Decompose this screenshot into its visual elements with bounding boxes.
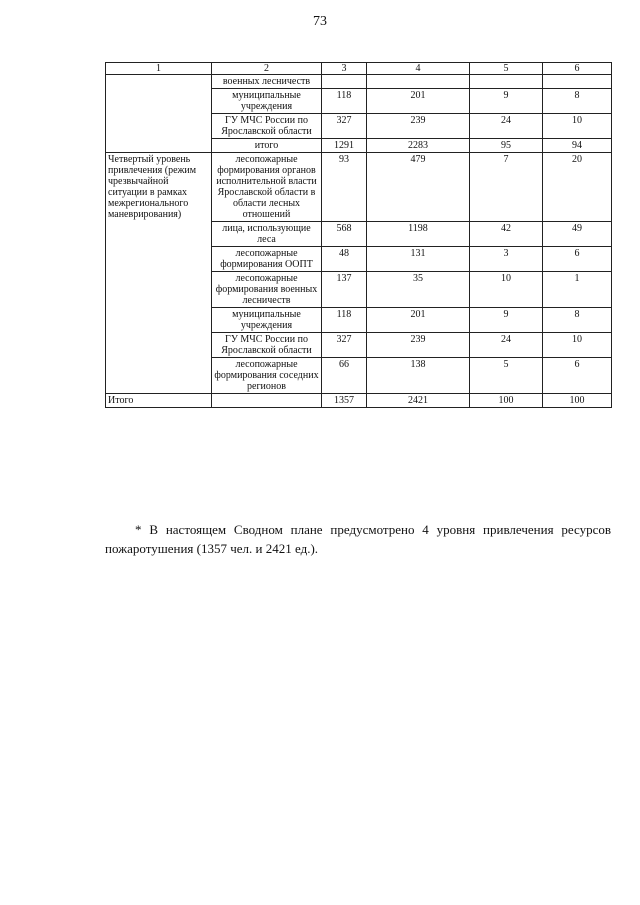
value-cell: 201 — [367, 89, 470, 114]
value-cell: 239 — [367, 114, 470, 139]
value-cell: 2283 — [367, 139, 470, 153]
participant-cell: лесопожарные формирования ООПТ — [212, 247, 322, 272]
column-header: 4 — [367, 63, 470, 75]
value-cell: 100 — [470, 394, 543, 408]
participant-cell: лесопожарные формирования органов исполнительной власти Ярославской области в области лесных отношений — [212, 153, 322, 222]
column-header: 5 — [470, 63, 543, 75]
value-cell: 201 — [367, 308, 470, 333]
level-cell: Четвертый уровень привлечения (режим чрезвычайной ситуации в рамках межрегионального маневрирования) — [106, 153, 212, 394]
value-cell: 20 — [543, 153, 612, 222]
value-cell: 5 — [470, 358, 543, 394]
value-cell: 9 — [470, 308, 543, 333]
value-cell: 24 — [470, 114, 543, 139]
value-cell: 6 — [543, 247, 612, 272]
table-row — [106, 75, 612, 89]
value-cell: 2421 — [367, 394, 470, 408]
value-cell: 118 — [322, 308, 367, 333]
participant-cell: лица, использующие леса — [212, 222, 322, 247]
value-cell: 137 — [322, 272, 367, 308]
participant-cell: муниципальные учреждения — [212, 308, 322, 333]
value-cell — [543, 75, 612, 89]
value-cell: 7 — [470, 153, 543, 222]
value-cell: 10 — [470, 272, 543, 308]
value-cell: 3 — [470, 247, 543, 272]
total-label: Итого — [106, 394, 212, 408]
footnote: * В настоящем Сводном плане предусмотрено 4 уровня привлечения ресурсов пожаротушения (1357 чел. и 2421 ед.). — [105, 522, 611, 556]
value-cell: 35 — [367, 272, 470, 308]
column-header: 3 — [322, 63, 367, 75]
value-cell — [322, 75, 367, 89]
value-cell: 95 — [470, 139, 543, 153]
value-cell: 100 — [543, 394, 612, 408]
value-cell: 6 — [543, 358, 612, 394]
participant-cell — [212, 394, 322, 408]
participant-cell: муниципальные учреждения — [212, 89, 322, 114]
participant-cell: лесопожарные формирования военных лесничеств — [212, 272, 322, 308]
value-cell: 118 — [322, 89, 367, 114]
table-header-row — [106, 63, 612, 75]
value-cell: 1357 — [322, 394, 367, 408]
value-cell: 1 — [543, 272, 612, 308]
value-cell: 93 — [322, 153, 367, 222]
value-cell: 138 — [367, 358, 470, 394]
participant-cell: военных лесничеств — [212, 75, 322, 89]
resources-table — [105, 62, 612, 408]
column-header: 6 — [543, 63, 612, 75]
table-row — [106, 153, 612, 222]
value-cell: 94 — [543, 139, 612, 153]
value-cell: 131 — [367, 247, 470, 272]
value-cell: 1198 — [367, 222, 470, 247]
value-cell: 10 — [543, 114, 612, 139]
value-cell: 8 — [543, 308, 612, 333]
column-header: 2 — [212, 63, 322, 75]
value-cell: 10 — [543, 333, 612, 358]
value-cell: 24 — [470, 333, 543, 358]
participant-cell: ГУ МЧС России по Ярославской области — [212, 114, 322, 139]
value-cell — [470, 75, 543, 89]
total-row — [106, 394, 612, 408]
value-cell: 9 — [470, 89, 543, 114]
value-cell: 49 — [543, 222, 612, 247]
column-header: 1 — [106, 63, 212, 75]
participant-cell: лесопожарные формирования соседних регионов — [212, 358, 322, 394]
value-cell: 42 — [470, 222, 543, 247]
participant-cell: итого — [212, 139, 322, 153]
value-cell: 48 — [322, 247, 367, 272]
value-cell: 66 — [322, 358, 367, 394]
participant-cell: ГУ МЧС России по Ярославской области — [212, 333, 322, 358]
value-cell: 239 — [367, 333, 470, 358]
value-cell — [367, 75, 470, 89]
value-cell: 8 — [543, 89, 612, 114]
level-cell — [106, 75, 212, 153]
value-cell: 568 — [322, 222, 367, 247]
value-cell: 327 — [322, 114, 367, 139]
page-number: 73 — [313, 14, 327, 29]
value-cell: 1291 — [322, 139, 367, 153]
value-cell: 479 — [367, 153, 470, 222]
value-cell: 327 — [322, 333, 367, 358]
